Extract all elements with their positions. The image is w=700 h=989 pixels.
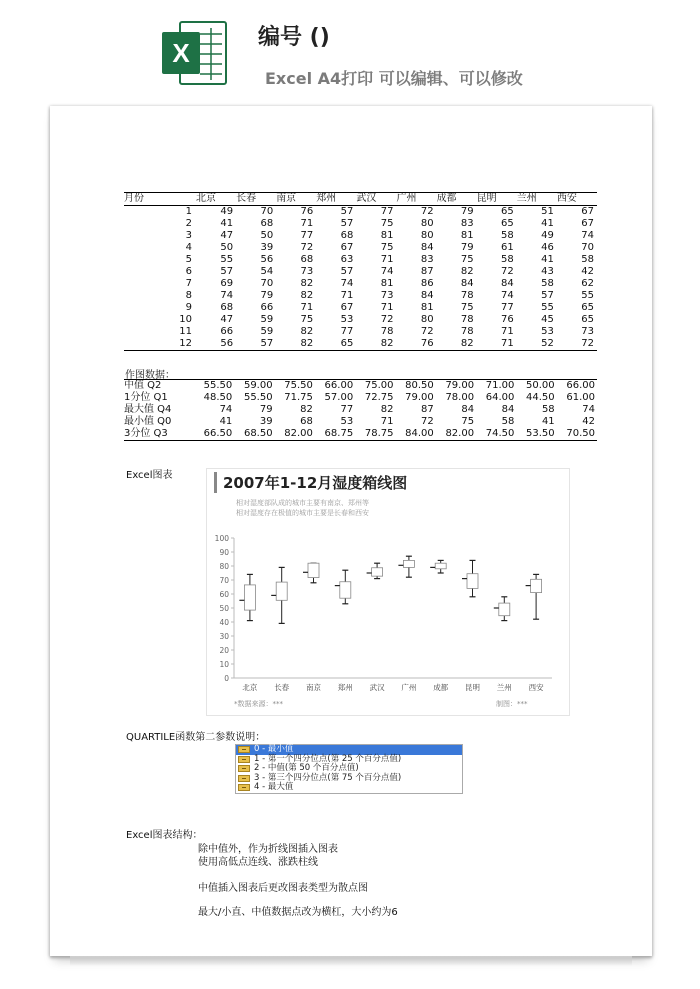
table-cell: 7 bbox=[185, 278, 192, 289]
function-arg-icon bbox=[238, 746, 250, 753]
table-row bbox=[124, 326, 597, 338]
table-cell: 52 bbox=[517, 338, 557, 351]
stats-cell: 74 bbox=[219, 404, 233, 415]
stats-cell: 80.50 bbox=[395, 380, 435, 393]
stats-cell: 39 bbox=[259, 416, 273, 427]
table-cell: 57 bbox=[340, 206, 354, 217]
stats-cell: 68 bbox=[300, 416, 313, 427]
stats-cell: 78.00 bbox=[445, 392, 475, 403]
table-cell: 57 bbox=[340, 266, 354, 277]
table-cell: 61 bbox=[501, 242, 514, 253]
table-cell: 77 bbox=[340, 326, 354, 337]
table-cell: 4 bbox=[185, 242, 192, 253]
table-cell: 74 bbox=[220, 290, 234, 301]
table-cell: 57 bbox=[541, 290, 554, 301]
stats-label: 作图数据： bbox=[125, 370, 175, 381]
quartile-option-label: 1 - 第一个四分位点(第 25 个百分点值) bbox=[254, 753, 402, 764]
quartile-options-list[interactable] bbox=[235, 744, 463, 794]
table-cell: 81 bbox=[380, 278, 394, 289]
y-tick-label: 30 bbox=[219, 632, 229, 641]
table-cell: 71 bbox=[477, 338, 517, 351]
notes-label: Excel图表结构： bbox=[126, 830, 203, 841]
table-cell: 80 bbox=[420, 218, 434, 229]
quartile-option-label: 0 - 最小值 bbox=[254, 744, 294, 754]
table-cell: 8 bbox=[185, 290, 192, 301]
x-tick-label: 北京 bbox=[242, 683, 258, 692]
table-cell: 59 bbox=[260, 314, 274, 325]
sheet-shadow bbox=[70, 956, 632, 966]
table-cell: 58 bbox=[501, 254, 514, 265]
table-cell: 81 bbox=[380, 230, 394, 241]
table-cell: 71 bbox=[380, 254, 394, 265]
table-cell: 75 bbox=[460, 254, 474, 265]
table-cell: 81 bbox=[420, 302, 434, 313]
stats-cell: 58 bbox=[501, 416, 515, 427]
column-header: 西安 bbox=[557, 193, 597, 206]
table-cell: 80 bbox=[420, 314, 434, 325]
iqr-box bbox=[435, 563, 446, 569]
table-cell: 5 bbox=[185, 254, 192, 265]
table-cell: 79 bbox=[460, 206, 474, 217]
stats-cell: 84.00 bbox=[395, 428, 435, 441]
table-cell: 78 bbox=[460, 314, 474, 325]
table-cell: 84 bbox=[501, 278, 514, 289]
iqr-box bbox=[308, 563, 319, 577]
stats-cell: 58 bbox=[541, 404, 555, 415]
note-item: 中值插入图表后更改图表类型为散点图 bbox=[198, 883, 368, 894]
stats-cell: 61.00 bbox=[566, 392, 595, 403]
table-cell: 65 bbox=[581, 302, 594, 313]
table-cell: 82 bbox=[356, 338, 396, 351]
stats-cell: 87 bbox=[421, 404, 434, 415]
table-cell: 66 bbox=[220, 326, 234, 337]
stats-cell: 68.50 bbox=[234, 428, 274, 441]
table-cell: 50 bbox=[260, 230, 274, 241]
x-tick-label: 武汉 bbox=[369, 683, 385, 692]
table-cell: 67 bbox=[340, 242, 354, 253]
y-tick-label: 40 bbox=[219, 618, 229, 627]
stats-cell: 74 bbox=[582, 404, 595, 415]
stats-cell: 最小值 Q0 bbox=[124, 416, 172, 427]
quartile-label: QUARTILE函数第二参数说明： bbox=[126, 732, 266, 743]
stats-cell: 84 bbox=[461, 404, 475, 415]
table-cell: 83 bbox=[420, 254, 434, 265]
y-tick-label: 50 bbox=[219, 604, 229, 613]
chart-subtitle-2: 相对湿度存在极值的城市主要是长春和西安 bbox=[236, 509, 369, 517]
table-cell: 47 bbox=[220, 314, 234, 325]
stats-cell: 最大值 Q4 bbox=[124, 404, 172, 415]
table-cell: 72 bbox=[380, 314, 394, 325]
table-cell: 72 bbox=[557, 338, 597, 351]
table-cell: 76 bbox=[396, 338, 436, 351]
table-cell: 53 bbox=[541, 326, 554, 337]
column-header: 成都 bbox=[437, 193, 477, 206]
table-cell: 74 bbox=[380, 266, 394, 277]
table-cell: 72 bbox=[420, 326, 434, 337]
table-cell: 75 bbox=[380, 242, 394, 253]
stats-cell: 72.75 bbox=[364, 392, 394, 403]
y-tick-label: 70 bbox=[219, 576, 229, 585]
stats-cell: 66.00 bbox=[557, 380, 597, 393]
table-cell: 74 bbox=[501, 290, 514, 301]
table-cell: 71 bbox=[300, 302, 314, 313]
column-header: 昆明 bbox=[477, 193, 517, 206]
stats-cell: 74.50 bbox=[476, 428, 516, 441]
x-tick-label: 西安 bbox=[528, 683, 544, 692]
table-cell: 86 bbox=[420, 278, 434, 289]
table-cell: 42 bbox=[581, 266, 594, 277]
stats-cell: 71.00 bbox=[476, 380, 516, 393]
table-cell: 56 bbox=[260, 254, 274, 265]
stats-row bbox=[124, 392, 597, 404]
stats-cell: 50.00 bbox=[516, 380, 556, 393]
stats-cell: 84 bbox=[501, 404, 515, 415]
stats-cell: 75.00 bbox=[355, 380, 395, 393]
table-cell: 41 bbox=[541, 254, 554, 265]
iqr-box bbox=[340, 582, 351, 598]
stats-cell: 71 bbox=[380, 416, 394, 427]
table-cell: 76 bbox=[300, 206, 314, 217]
table-cell: 65 bbox=[581, 314, 594, 325]
table-cell: 77 bbox=[501, 302, 514, 313]
table-cell: 47 bbox=[220, 230, 234, 241]
iqr-box bbox=[499, 603, 510, 616]
table-cell: 57 bbox=[236, 338, 276, 351]
table-cell: 50 bbox=[220, 242, 234, 253]
table-cell: 77 bbox=[300, 230, 314, 241]
stats-row bbox=[124, 428, 597, 441]
stats-cell: 55.50 bbox=[243, 392, 273, 403]
column-header: 广州 bbox=[396, 193, 436, 206]
stats-cell: 71.75 bbox=[284, 392, 313, 403]
table-cell: 82 bbox=[460, 266, 474, 277]
table-cell: 65 bbox=[501, 206, 514, 217]
table-cell: 55 bbox=[581, 290, 594, 301]
stats-cell: 42 bbox=[582, 416, 595, 427]
table-cell: 2 bbox=[185, 218, 192, 229]
quartile-option-label: 3 - 第三个四分位点(第 75 个百分点值) bbox=[254, 772, 402, 783]
note-item: 最大/小直、中值数据点改为横杠，大小约为6 bbox=[198, 907, 398, 918]
page-title: 编号 () bbox=[258, 25, 330, 50]
stats-cell: 78.75 bbox=[355, 428, 395, 441]
stats-cell: 48.50 bbox=[203, 392, 233, 403]
table-cell: 68 bbox=[260, 218, 274, 229]
table-cell: 55 bbox=[220, 254, 234, 265]
quartile-option[interactable] bbox=[236, 783, 462, 793]
table-cell: 12 bbox=[124, 338, 196, 351]
table-cell: 62 bbox=[581, 278, 594, 289]
table-cell: 71 bbox=[300, 218, 314, 229]
table-cell: 49 bbox=[541, 230, 554, 241]
table-cell: 78 bbox=[460, 326, 474, 337]
table-cell: 58 bbox=[581, 254, 594, 265]
stats-cell: 44.50 bbox=[526, 392, 555, 403]
stats-table bbox=[124, 379, 597, 441]
table-cell: 75 bbox=[300, 314, 314, 325]
table-cell: 41 bbox=[220, 218, 234, 229]
stats-cell: 77 bbox=[340, 404, 354, 415]
table-cell: 65 bbox=[501, 218, 514, 229]
table-cell: 84 bbox=[420, 290, 434, 301]
y-tick-label: 90 bbox=[219, 548, 229, 557]
table-cell: 68 bbox=[220, 302, 234, 313]
iqr-box bbox=[372, 568, 383, 576]
stats-cell: 72 bbox=[421, 416, 434, 427]
table-row bbox=[124, 302, 597, 314]
chart-subtitle-1: 相对湿度部队成的城市主要有南京、郑州等 bbox=[236, 499, 369, 507]
table-cell: 65 bbox=[316, 338, 356, 351]
table-cell: 51 bbox=[541, 206, 554, 217]
table-cell: 45 bbox=[541, 314, 554, 325]
table-cell: 58 bbox=[541, 278, 554, 289]
iqr-box bbox=[467, 574, 478, 589]
table-cell: 87 bbox=[420, 266, 434, 277]
table-cell: 69 bbox=[220, 278, 234, 289]
table-row bbox=[124, 218, 597, 230]
table-cell: 49 bbox=[220, 206, 234, 217]
table-cell: 56 bbox=[196, 338, 236, 351]
table-cell: 3 bbox=[185, 230, 192, 241]
stats-cell: 66.00 bbox=[315, 380, 355, 393]
table-row bbox=[124, 314, 597, 326]
page-subtitle: Excel A4打印 可以编辑、可以修改 bbox=[265, 69, 523, 88]
stats-cell: 79.00 bbox=[436, 380, 476, 393]
stats-cell: 中值 Q2 bbox=[124, 380, 194, 393]
table-cell: 66 bbox=[260, 302, 274, 313]
iqr-box bbox=[244, 585, 255, 610]
table-cell: 43 bbox=[541, 266, 554, 277]
iqr-box bbox=[403, 560, 414, 567]
x-tick-label: 郑州 bbox=[337, 683, 353, 692]
table-cell: 70 bbox=[260, 278, 274, 289]
table-cell: 77 bbox=[380, 206, 394, 217]
table-cell: 72 bbox=[300, 242, 314, 253]
table-cell: 9 bbox=[185, 302, 192, 313]
stats-cell: 3分位 Q3 bbox=[124, 428, 194, 441]
table-cell: 84 bbox=[420, 242, 434, 253]
table-cell: 68 bbox=[340, 230, 354, 241]
table-row bbox=[124, 338, 597, 351]
function-arg-icon bbox=[238, 756, 250, 763]
table-cell: 82 bbox=[300, 278, 314, 289]
table-cell: 67 bbox=[340, 302, 354, 313]
table-row bbox=[124, 230, 597, 242]
column-header: 北京 bbox=[196, 193, 236, 206]
table-cell: 39 bbox=[260, 242, 274, 253]
table-cell: 73 bbox=[581, 326, 594, 337]
table-cell: 78 bbox=[460, 290, 474, 301]
table-cell: 68 bbox=[300, 254, 314, 265]
function-arg-icon bbox=[238, 784, 250, 791]
table-row bbox=[124, 290, 597, 302]
table-cell: 55 bbox=[541, 302, 554, 313]
table-cell: 79 bbox=[260, 290, 274, 301]
x-tick-label: 成都 bbox=[433, 683, 449, 692]
column-header: 长春 bbox=[236, 193, 276, 206]
table-cell: 70 bbox=[581, 242, 594, 253]
iqr-box bbox=[276, 582, 287, 600]
table-cell: 72 bbox=[420, 206, 434, 217]
column-header: 兰州 bbox=[517, 193, 557, 206]
table-cell: 74 bbox=[581, 230, 594, 241]
column-header: 南京 bbox=[276, 193, 316, 206]
table-cell: 79 bbox=[460, 242, 474, 253]
stats-cell: 68.75 bbox=[315, 428, 355, 441]
table-cell: 82 bbox=[300, 290, 314, 301]
table-cell: 46 bbox=[541, 242, 554, 253]
y-tick-label: 0 bbox=[224, 674, 229, 683]
stats-cell: 79.00 bbox=[405, 392, 434, 403]
x-tick-label: 长春 bbox=[274, 683, 290, 692]
table-row bbox=[124, 206, 597, 219]
stats-cell: 55.50 bbox=[194, 380, 234, 393]
chart-source-note: *数据来源：*** bbox=[234, 700, 283, 708]
table-cell: 10 bbox=[179, 314, 192, 325]
y-tick-label: 80 bbox=[219, 562, 229, 571]
table-cell: 76 bbox=[501, 314, 514, 325]
table-cell: 73 bbox=[300, 266, 314, 277]
table-cell: 1 bbox=[185, 206, 192, 217]
stats-cell: 1分位 Q1 bbox=[124, 392, 168, 403]
table-row bbox=[124, 278, 597, 290]
x-tick-label: 昆明 bbox=[465, 683, 480, 692]
table-row bbox=[124, 254, 597, 266]
table-cell: 74 bbox=[340, 278, 354, 289]
stats-cell: 70.50 bbox=[557, 428, 597, 441]
column-header: 郑州 bbox=[316, 193, 356, 206]
note-item: 除中值外，作为折线图插入图表 bbox=[198, 844, 338, 855]
stats-cell: 82.00 bbox=[436, 428, 476, 441]
stats-cell: 75.50 bbox=[275, 380, 315, 393]
y-tick-label: 10 bbox=[219, 660, 229, 669]
table-cell: 67 bbox=[581, 218, 594, 229]
table-cell: 59 bbox=[260, 326, 274, 337]
table-cell: 75 bbox=[380, 218, 394, 229]
function-arg-icon bbox=[238, 775, 250, 782]
chart-author-note: 制图：*** bbox=[496, 700, 528, 708]
table-cell: 75 bbox=[460, 302, 474, 313]
table-cell: 53 bbox=[340, 314, 354, 325]
table-cell: 58 bbox=[501, 230, 514, 241]
table-cell: 57 bbox=[340, 218, 354, 229]
table-cell: 54 bbox=[260, 266, 274, 277]
table-cell: 71 bbox=[340, 290, 354, 301]
table-cell: 63 bbox=[340, 254, 354, 265]
table-cell: 11 bbox=[179, 326, 192, 337]
y-tick-label: 60 bbox=[219, 590, 229, 599]
quartile-option-label: 2 - 中值(第 50 个百分点值) bbox=[254, 763, 359, 773]
y-tick-label: 100 bbox=[214, 534, 229, 543]
table-cell: 72 bbox=[501, 266, 514, 277]
table-cell: 73 bbox=[380, 290, 394, 301]
table-cell: 82 bbox=[276, 338, 316, 351]
stats-cell: 66.50 bbox=[194, 428, 234, 441]
stats-cell: 82.00 bbox=[275, 428, 315, 441]
table-cell: 41 bbox=[541, 218, 554, 229]
stats-cell: 53.50 bbox=[516, 428, 556, 441]
logo-letter: X bbox=[172, 38, 190, 68]
table-cell: 57 bbox=[220, 266, 234, 277]
stats-cell: 59.00 bbox=[234, 380, 274, 393]
quartile-option-label: 4 - 最大值 bbox=[254, 782, 294, 792]
table-cell: 6 bbox=[185, 266, 192, 277]
table-cell: 71 bbox=[501, 326, 514, 337]
stats-row bbox=[124, 380, 597, 393]
table-row bbox=[124, 266, 597, 278]
stats-cell: 41 bbox=[219, 416, 233, 427]
stats-cell: 64.00 bbox=[485, 392, 515, 403]
x-tick-label: 兰州 bbox=[496, 683, 512, 692]
table-cell: 82 bbox=[300, 326, 314, 337]
table-cell: 84 bbox=[460, 278, 474, 289]
stats-cell: 82 bbox=[300, 404, 313, 415]
stats-cell: 53 bbox=[340, 416, 354, 427]
y-tick-label: 20 bbox=[219, 646, 229, 655]
table-cell: 82 bbox=[437, 338, 477, 351]
table-cell: 81 bbox=[460, 230, 474, 241]
x-tick-label: 广州 bbox=[401, 683, 417, 692]
stats-cell: 57.00 bbox=[324, 392, 354, 403]
stats-cell: 82 bbox=[380, 404, 394, 415]
table-cell: 67 bbox=[581, 206, 594, 217]
stats-row bbox=[124, 416, 597, 428]
chart-section-label: Excel图表 bbox=[126, 470, 173, 481]
table-cell: 80 bbox=[420, 230, 434, 241]
stats-cell: 79 bbox=[259, 404, 273, 415]
iqr-box bbox=[531, 579, 542, 592]
column-header: 武汉 bbox=[356, 193, 396, 206]
table-cell: 78 bbox=[380, 326, 394, 337]
function-arg-icon bbox=[238, 765, 250, 772]
x-tick-label: 南京 bbox=[306, 683, 321, 692]
table-cell: 70 bbox=[260, 206, 274, 217]
column-header: 月份 bbox=[124, 193, 196, 206]
stats-cell: 41 bbox=[541, 416, 555, 427]
chart-title: 2007年1-12月湿度箱线图 bbox=[214, 472, 407, 493]
stats-cell: 75 bbox=[461, 416, 475, 427]
table-cell: 71 bbox=[380, 302, 394, 313]
table-cell: 83 bbox=[460, 218, 474, 229]
humidity-table bbox=[124, 193, 597, 351]
stats-row bbox=[124, 404, 597, 416]
table-row bbox=[124, 242, 597, 254]
excel-logo-icon bbox=[160, 18, 230, 88]
note-item: 使用高低点连线、涨跌柱线 bbox=[198, 857, 318, 868]
